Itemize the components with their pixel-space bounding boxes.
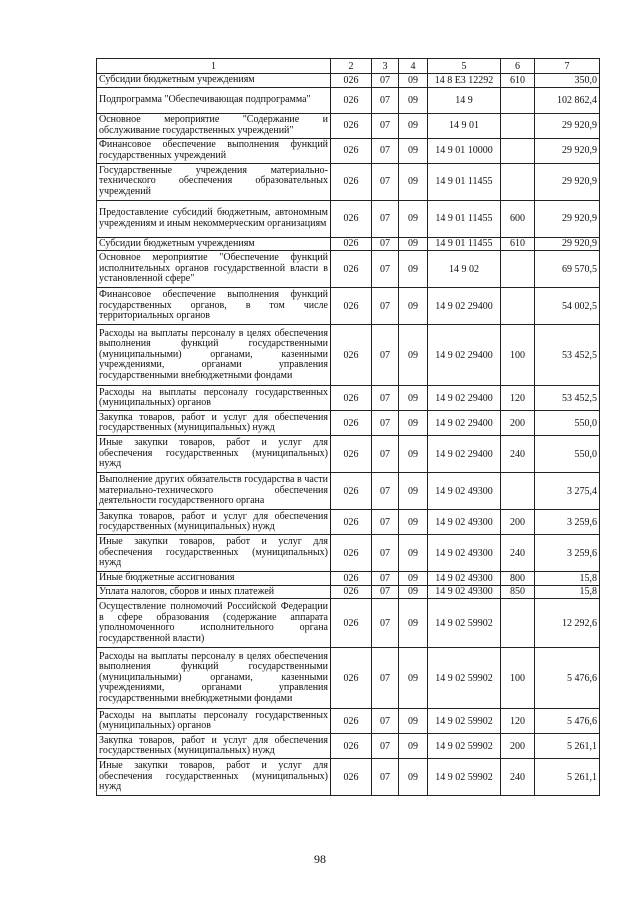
row-amount: 5 261,1 (535, 734, 600, 759)
row-expense-type (501, 113, 535, 138)
row-section: 07 (372, 510, 399, 535)
table-row (97, 113, 600, 138)
table-row (97, 510, 600, 535)
row-subsection: 09 (399, 200, 428, 237)
row-ministry-code: 026 (331, 510, 372, 535)
row-target-article: 14 9 02 49300 (428, 473, 501, 510)
row-name: Подпрограмма "Обеспечивающая подпрограмма" (97, 87, 331, 113)
row-ministry-code: 026 (331, 585, 372, 599)
row-amount: 550,0 (535, 411, 600, 436)
row-ministry-code: 026 (331, 572, 372, 586)
row-amount: 5 261,1 (535, 759, 600, 796)
row-target-article: 14 9 02 29400 (428, 436, 501, 473)
header-cell: 7 (535, 59, 600, 74)
table-row (97, 163, 600, 200)
row-target-article: 14 9 02 (428, 251, 501, 288)
row-expense-type (501, 163, 535, 200)
row-ministry-code: 026 (331, 237, 372, 251)
row-ministry-code: 026 (331, 648, 372, 709)
table-row (97, 325, 600, 386)
row-amount: 29 920,9 (535, 237, 600, 251)
row-section: 07 (372, 535, 399, 572)
row-ministry-code: 026 (331, 436, 372, 473)
row-name: Уплата налогов, сборов и иных платежей (97, 585, 331, 599)
header-cell: 6 (501, 59, 535, 74)
row-expense-type (501, 138, 535, 163)
row-amount: 5 476,6 (535, 709, 600, 734)
row-amount: 350,0 (535, 74, 600, 88)
row-amount: 29 920,9 (535, 113, 600, 138)
header-row (97, 59, 600, 74)
row-expense-type (501, 599, 535, 648)
row-amount: 3 275,4 (535, 473, 600, 510)
row-name: Финансовое обеспечение выполнения функций государственных учреждений (97, 138, 331, 163)
row-amount: 29 920,9 (535, 138, 600, 163)
row-amount: 15,8 (535, 572, 600, 586)
row-subsection: 09 (399, 759, 428, 796)
row-expense-type: 200 (501, 734, 535, 759)
row-subsection: 09 (399, 572, 428, 586)
row-name: Расходы на выплаты персоналу в целях обеспечения выполнения функций государственными (муниципальными) органами, казенными учреждениями, органами управления государственными внебюджетными фондами (97, 325, 331, 386)
row-subsection: 09 (399, 436, 428, 473)
table-row (97, 648, 600, 709)
row-subsection: 09 (399, 325, 428, 386)
row-expense-type: 600 (501, 200, 535, 237)
row-ministry-code: 026 (331, 113, 372, 138)
row-section: 07 (372, 599, 399, 648)
table-row (97, 734, 600, 759)
row-name: Субсидии бюджетным учреждениям (97, 237, 331, 251)
row-expense-type: 240 (501, 759, 535, 796)
row-section: 07 (372, 251, 399, 288)
row-amount: 29 920,9 (535, 163, 600, 200)
row-section: 07 (372, 138, 399, 163)
row-target-article: 14 9 02 29400 (428, 411, 501, 436)
row-ministry-code: 026 (331, 74, 372, 88)
row-amount: 12 292,6 (535, 599, 600, 648)
row-name: Расходы на выплаты персоналу в целях обеспечения выполнения функций государственными (муниципальными) органами, казенными учреждениями, органами управления государственными внебюджетными фондами (97, 648, 331, 709)
row-name: Основное мероприятие "Обеспечение функций исполнительных органов государственной власти в установленной сфере" (97, 251, 331, 288)
row-expense-type: 200 (501, 510, 535, 535)
table-row (97, 237, 600, 251)
table-row (97, 759, 600, 796)
table-row (97, 87, 600, 113)
row-section: 07 (372, 237, 399, 251)
row-expense-type: 100 (501, 325, 535, 386)
row-ministry-code: 026 (331, 138, 372, 163)
row-subsection: 09 (399, 138, 428, 163)
row-name: Иные закупки товаров, работ и услуг для обеспечения государственных (муниципальных) нужд (97, 535, 331, 572)
table-row (97, 288, 600, 325)
table-row (97, 436, 600, 473)
row-amount: 53 452,5 (535, 325, 600, 386)
row-target-article: 14 9 02 29400 (428, 386, 501, 411)
row-ministry-code: 026 (331, 599, 372, 648)
row-expense-type (501, 288, 535, 325)
row-amount: 53 452,5 (535, 386, 600, 411)
row-name: Закупка товаров, работ и услуг для обеспечения государственных (муниципальных) нужд (97, 734, 331, 759)
row-name: Государственные учреждения материально-технического обеспечения образовательных учреждений (97, 163, 331, 200)
row-subsection: 09 (399, 237, 428, 251)
row-target-article: 14 9 01 11455 (428, 200, 501, 237)
row-subsection: 09 (399, 535, 428, 572)
row-section: 07 (372, 163, 399, 200)
table-row (97, 138, 600, 163)
row-section: 07 (372, 288, 399, 325)
row-section: 07 (372, 734, 399, 759)
row-ministry-code: 026 (331, 473, 372, 510)
row-expense-type (501, 251, 535, 288)
row-section: 07 (372, 87, 399, 113)
row-subsection: 09 (399, 251, 428, 288)
row-expense-type: 120 (501, 386, 535, 411)
header-cell: 1 (97, 59, 331, 74)
row-ministry-code: 026 (331, 163, 372, 200)
row-subsection: 09 (399, 585, 428, 599)
row-target-article: 14 9 02 49300 (428, 535, 501, 572)
row-ministry-code: 026 (331, 325, 372, 386)
row-ministry-code: 026 (331, 411, 372, 436)
row-section: 07 (372, 74, 399, 88)
row-name: Выполнение других обязательств государства в части материально-технического обеспечения деятельности государственного органа (97, 473, 331, 510)
row-amount: 69 570,5 (535, 251, 600, 288)
row-ministry-code: 026 (331, 251, 372, 288)
table-row (97, 200, 600, 237)
row-amount: 15,8 (535, 585, 600, 599)
row-amount: 3 259,6 (535, 535, 600, 572)
row-amount: 29 920,9 (535, 200, 600, 237)
row-subsection: 09 (399, 87, 428, 113)
row-expense-type: 610 (501, 237, 535, 251)
row-name: Основное мероприятие "Содержание и обслуживание государственных учреждений" (97, 113, 331, 138)
row-target-article: 14 9 01 11455 (428, 237, 501, 251)
table-row (97, 251, 600, 288)
row-subsection: 09 (399, 648, 428, 709)
row-target-article: 14 9 01 10000 (428, 138, 501, 163)
row-subsection: 09 (399, 709, 428, 734)
row-section: 07 (372, 572, 399, 586)
row-name: Иные закупки товаров, работ и услуг для обеспечения государственных (муниципальных) нужд (97, 436, 331, 473)
row-expense-type (501, 87, 535, 113)
row-section: 07 (372, 759, 399, 796)
table-row (97, 473, 600, 510)
table-row (97, 74, 600, 88)
row-target-article: 14 9 02 59902 (428, 599, 501, 648)
row-expense-type: 120 (501, 709, 535, 734)
row-target-article: 14 9 02 59902 (428, 734, 501, 759)
row-amount: 3 259,6 (535, 510, 600, 535)
row-expense-type: 200 (501, 411, 535, 436)
row-expense-type: 240 (501, 436, 535, 473)
row-expense-type: 100 (501, 648, 535, 709)
row-subsection: 09 (399, 411, 428, 436)
row-ministry-code: 026 (331, 200, 372, 237)
row-ministry-code: 026 (331, 535, 372, 572)
row-amount: 102 862,4 (535, 87, 600, 113)
row-name: Закупка товаров, работ и услуг для обеспечения государственных (муниципальных) нужд (97, 510, 331, 535)
row-amount: 550,0 (535, 436, 600, 473)
row-target-article: 14 9 02 29400 (428, 288, 501, 325)
table-row (97, 709, 600, 734)
row-ministry-code: 026 (331, 709, 372, 734)
row-section: 07 (372, 386, 399, 411)
row-section: 07 (372, 585, 399, 599)
row-ministry-code: 026 (331, 734, 372, 759)
row-section: 07 (372, 325, 399, 386)
row-name: Осуществление полномочий Российской Федерации в сфере образования (содержание аппарата уполномоченного исполнительного органа государственной власти) (97, 599, 331, 648)
row-ministry-code: 026 (331, 87, 372, 113)
row-target-article: 14 9 02 59902 (428, 709, 501, 734)
row-section: 07 (372, 200, 399, 237)
row-name: Субсидии бюджетным учреждениям (97, 74, 331, 88)
row-target-article: 14 9 02 59902 (428, 759, 501, 796)
row-name: Иные закупки товаров, работ и услуг для обеспечения государственных (муниципальных) нужд (97, 759, 331, 796)
row-subsection: 09 (399, 734, 428, 759)
row-name: Закупка товаров, работ и услуг для обеспечения государственных (муниципальных) нужд (97, 411, 331, 436)
row-name: Иные бюджетные ассигнования (97, 572, 331, 586)
header-cell: 2 (331, 59, 372, 74)
table-row (97, 599, 600, 648)
header-cell: 4 (399, 59, 428, 74)
row-subsection: 09 (399, 288, 428, 325)
row-subsection: 09 (399, 386, 428, 411)
row-name: Расходы на выплаты персоналу государственных (муниципальных) органов (97, 709, 331, 734)
row-target-article: 14 9 02 49300 (428, 510, 501, 535)
table-row (97, 585, 600, 599)
row-expense-type: 800 (501, 572, 535, 586)
row-section: 07 (372, 411, 399, 436)
row-target-article: 14 9 02 29400 (428, 325, 501, 386)
row-amount: 54 002,5 (535, 288, 600, 325)
row-expense-type (501, 473, 535, 510)
row-target-article: 14 9 02 49300 (428, 572, 501, 586)
row-section: 07 (372, 473, 399, 510)
row-section: 07 (372, 113, 399, 138)
row-subsection: 09 (399, 163, 428, 200)
row-target-article: 14 9 02 59902 (428, 648, 501, 709)
budget-table (96, 58, 600, 796)
table-row (97, 535, 600, 572)
row-amount: 5 476,6 (535, 648, 600, 709)
row-target-article: 14 9 (428, 87, 501, 113)
row-expense-type: 240 (501, 535, 535, 572)
row-target-article: 14 9 01 (428, 113, 501, 138)
row-name: Предоставление субсидий бюджетным, автономным учреждениям и иным некоммерческим организациям (97, 200, 331, 237)
row-ministry-code: 026 (331, 386, 372, 411)
table-row (97, 411, 600, 436)
row-name: Расходы на выплаты персоналу государственных (муниципальных) органов (97, 386, 331, 411)
row-subsection: 09 (399, 74, 428, 88)
row-expense-type: 850 (501, 585, 535, 599)
row-subsection: 09 (399, 473, 428, 510)
row-target-article: 14 9 02 49300 (428, 585, 501, 599)
row-target-article: 14 9 01 11455 (428, 163, 501, 200)
row-subsection: 09 (399, 510, 428, 535)
row-subsection: 09 (399, 599, 428, 648)
page-number: 98 (314, 852, 326, 866)
header-cell: 5 (428, 59, 501, 74)
row-subsection: 09 (399, 113, 428, 138)
row-target-article: 14 8 E3 12292 (428, 74, 501, 88)
row-section: 07 (372, 709, 399, 734)
row-ministry-code: 026 (331, 759, 372, 796)
table-row (97, 572, 600, 586)
table-row (97, 386, 600, 411)
row-section: 07 (372, 436, 399, 473)
row-name: Финансовое обеспечение выполнения функций государственных органов, в том числе территориальных органов (97, 288, 331, 325)
row-section: 07 (372, 648, 399, 709)
row-ministry-code: 026 (331, 288, 372, 325)
row-expense-type: 610 (501, 74, 535, 88)
header-cell: 3 (372, 59, 399, 74)
